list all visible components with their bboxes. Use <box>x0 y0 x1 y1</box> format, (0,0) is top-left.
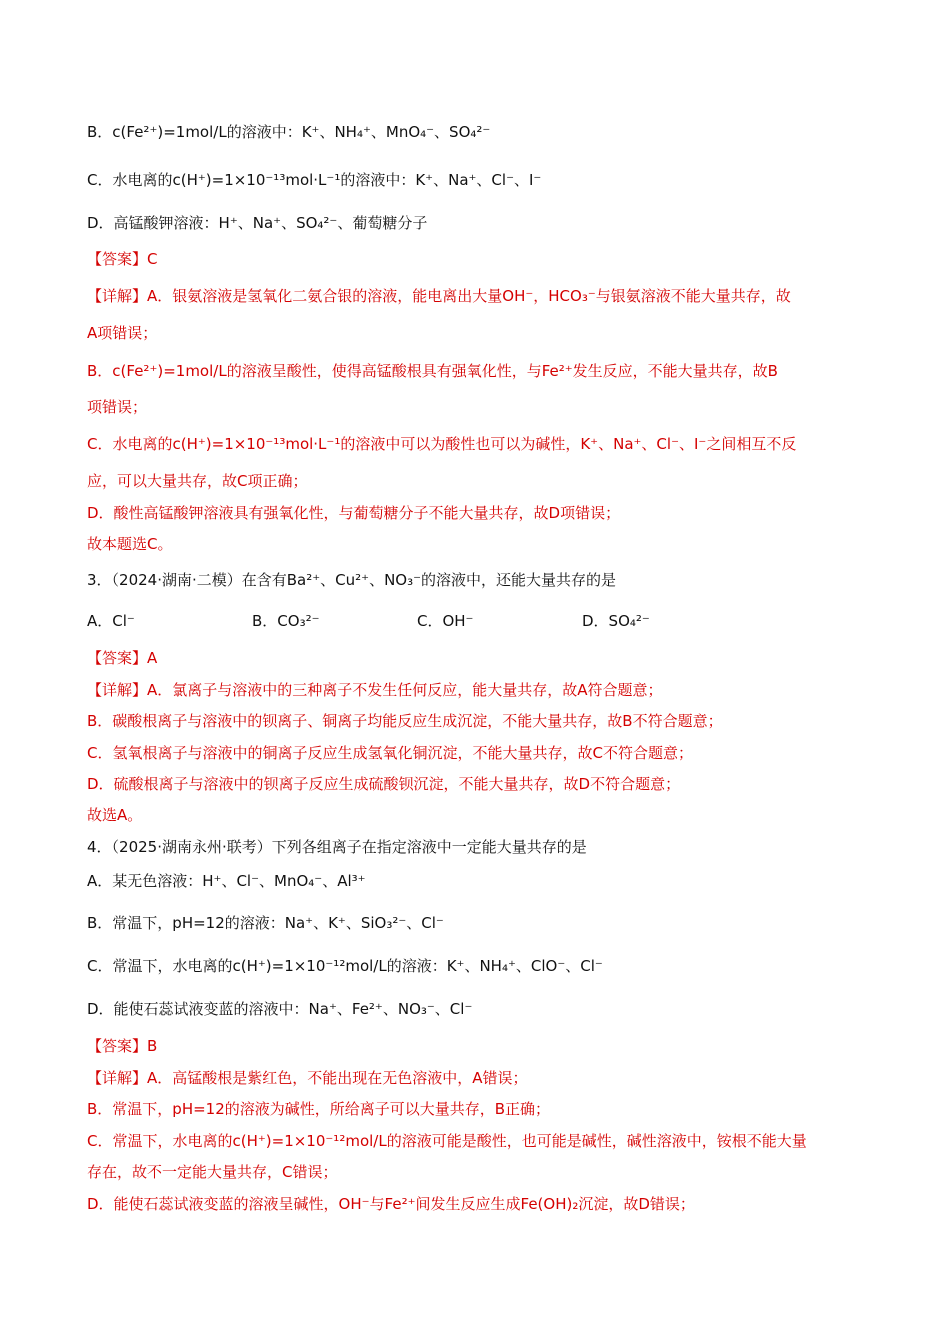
q2-option-c: C．水电离的c(H⁺)=1×10⁻¹³mol·L⁻¹的溶液中：K⁺、Na⁺、Cl⁻、I⁻ <box>87 171 542 189</box>
q3-explanation-c: C．氢氧根离子与溶液中的铜离子反应生成氢氧化铜沉淀，不能大量共存，故C不符合题意； <box>87 744 693 762</box>
q4-explanation-a: 【详解】A．高锰酸根是紫红色，不能出现在无色溶液中，A错误； <box>87 1069 528 1087</box>
q3-conclusion: 故选A。 <box>87 806 143 824</box>
q3-option-c: C．OH⁻ <box>417 612 474 630</box>
q4-stem: 4．（2025·湖南永州·联考）下列各组离子在指定溶液中一定能大量共存的是 <box>87 838 587 856</box>
q3-option-d: D．SO₄²⁻ <box>582 612 650 630</box>
q4-explanation-b: B．常温下，pH=12的溶液为碱性，所给离子可以大量共存，B正确； <box>87 1100 551 1118</box>
q4-answer: 【答案】B <box>87 1037 158 1055</box>
q4-explanation-c: C．常温下，水电离的c(H⁺)=1×10⁻¹²mol/L的溶液可能是酸性，也可能是碱性，碱性溶液中，铵根不能大量 <box>87 1132 807 1150</box>
q4-explanation-c-cont: 存在，故不一定能大量共存，C错误； <box>87 1163 338 1181</box>
q2-explanation-b: B．c(Fe²⁺)=1mol/L的溶液呈酸性，使得高锰酸根具有强氧化性，与Fe²⁺发生反应，不能大量共存，故B <box>87 362 778 380</box>
q2-explanation-d: D．酸性高锰酸钾溶液具有强氧化性，与葡萄糖分子不能大量共存，故D项错误； <box>87 504 621 522</box>
q3-explanation-a: 【详解】A．氯离子与溶液中的三种离子不发生任何反应，能大量共存，故A符合题意； <box>87 681 663 699</box>
q3-explanation-b: B．碳酸根离子与溶液中的钡离子、铜离子均能反应生成沉淀，不能大量共存，故B不符合题意； <box>87 712 723 730</box>
q2-option-b: B．c(Fe²⁺)=1mol/L的溶液中：K⁺、NH₄⁺、MnO₄⁻、SO₄²⁻ <box>87 123 491 141</box>
q2-conclusion: 故本题选C。 <box>87 535 173 553</box>
q3-explanation-d: D．硫酸根离子与溶液中的钡离子反应生成硫酸钡沉淀，不能大量共存，故D不符合题意； <box>87 775 681 793</box>
q4-option-b: B．常温下，pH=12的溶液：Na⁺、K⁺、SiO₃²⁻、Cl⁻ <box>87 914 444 932</box>
q2-explanation-a: 【详解】A．银氨溶液是氢氧化二氨合银的溶液，能电离出大量OH⁻，HCO₃⁻与银氨溶液不能大量共存，故 <box>87 287 791 305</box>
q4-option-d: D．能使石蕊试液变蓝的溶液中：Na⁺、Fe²⁺、NO₃⁻、Cl⁻ <box>87 1000 473 1018</box>
q3-stem: 3．（2024·湖南·二模）在含有Ba²⁺、Cu²⁺、NO₃⁻的溶液中，还能大量共存的是 <box>87 571 617 589</box>
q3-answer: 【答案】A <box>87 649 158 667</box>
q2-explanation-c: C．水电离的c(H⁺)=1×10⁻¹³mol·L⁻¹的溶液中可以为酸性也可以为碱性，K⁺、Na⁺、Cl⁻、I⁻之间相互不反 <box>87 435 797 453</box>
q2-explanation-b-cont: 项错误； <box>87 398 148 416</box>
q3-option-a: A．Cl⁻ <box>87 612 135 630</box>
q3-option-b: B．CO₃²⁻ <box>252 612 320 630</box>
q4-option-a: A．某无色溶液：H⁺、Cl⁻、MnO₄⁻、Al³⁺ <box>87 872 366 890</box>
q2-answer: 【答案】C <box>87 250 158 268</box>
q4-explanation-d: D．能使石蕊试液变蓝的溶液呈碱性，OH⁻与Fe²⁺间发生反应生成Fe(OH)₂沉淀，故D错误； <box>87 1195 695 1213</box>
q2-explanation-c-cont: 应，可以大量共存，故C项正确； <box>87 472 308 490</box>
q4-option-c: C．常温下，水电离的c(H⁺)=1×10⁻¹²mol/L的溶液：K⁺、NH₄⁺、ClO⁻、Cl⁻ <box>87 957 603 975</box>
q2-option-d: D．高锰酸钾溶液：H⁺、Na⁺、SO₄²⁻、葡萄糖分子 <box>87 214 428 232</box>
q2-explanation-a-cont: A项错误； <box>87 324 158 342</box>
